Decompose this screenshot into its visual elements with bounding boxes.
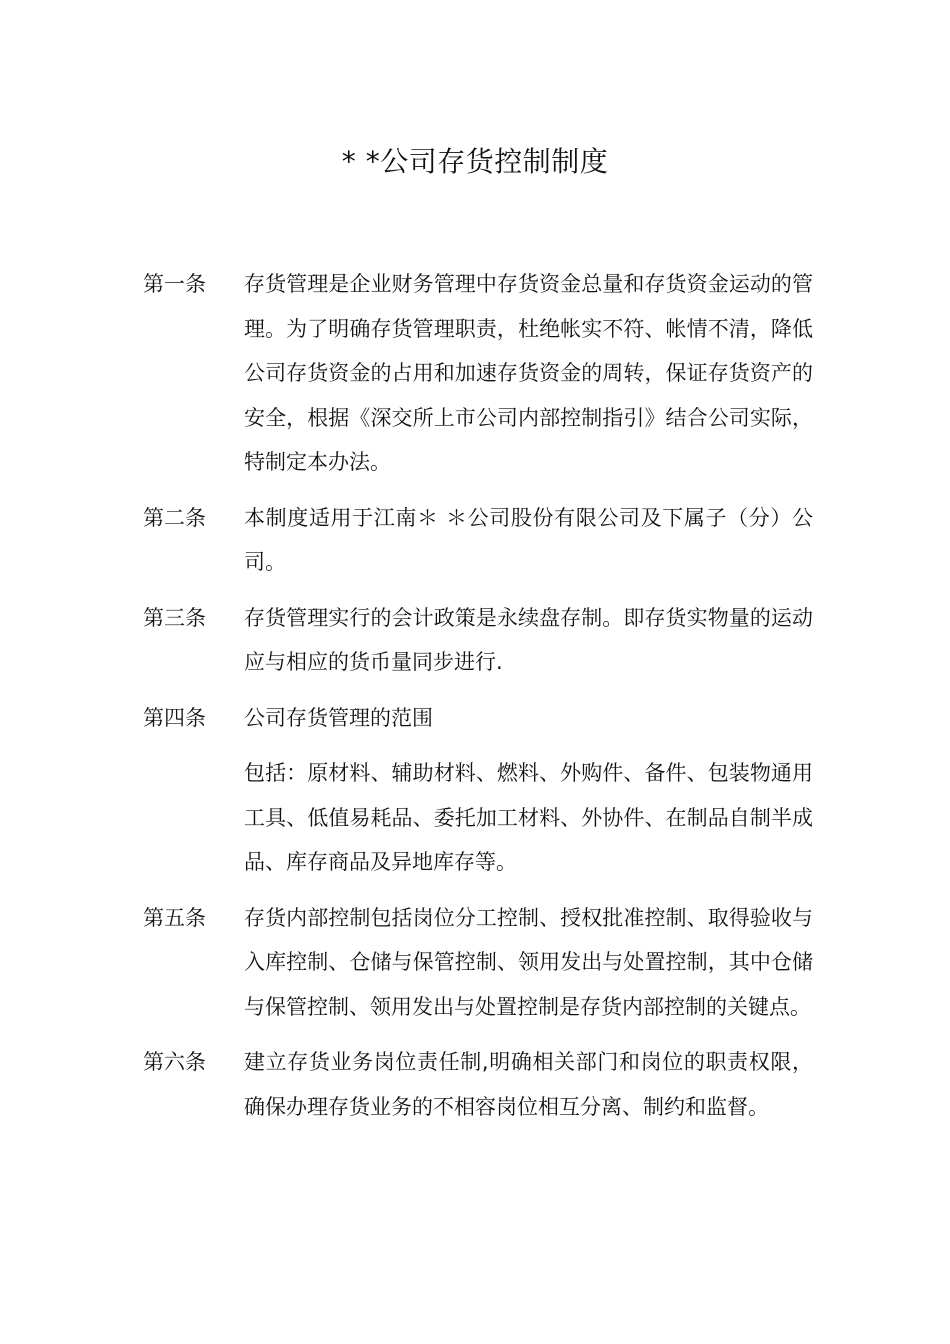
article-list — [143, 262, 813, 1140]
article-2 — [143, 496, 813, 585]
article-paragraph: 存货内部控制包括岗位分工控制、授权批准控制、取得验收与入库控制、仓储与保管控制、领用发出与处置控制，其中仓储与保管控制、领用发出与处置控制是存货内部控制的关键点。 — [244, 905, 813, 1019]
article-body — [244, 262, 813, 485]
article-label: 第六条 — [143, 1050, 206, 1074]
article-1 — [143, 262, 813, 485]
article-paragraph: 本制度适用于江南＊ ＊公司股份有限公司及下属子（分）公司。 — [244, 505, 813, 574]
article-5 — [143, 896, 813, 1030]
article-label: 第四条 — [143, 705, 206, 730]
article-body — [244, 696, 813, 885]
article-label: 第二条 — [143, 505, 206, 530]
article-3 — [143, 596, 813, 685]
article-paragraph: 建立存货业务岗位责任制,明确相关部门和岗位的职责权限，确保办理存货业务的不相容岗位相互分离、制约和监督。 — [244, 1050, 813, 1119]
article-label: 第五条 — [143, 905, 206, 930]
article-paragraph: 公司存货管理的范围 — [244, 705, 433, 730]
article-body — [244, 1040, 813, 1129]
article-body — [244, 496, 813, 585]
article-paragraph: 存货管理是企业财务管理中存货资金总量和存货资金运动的管理。为了明确存货管理职责，杜绝帐实不符、帐情不清，降低公司存货资金的占用和加速存货资金的周转，保证存货资产的安全，根据《深交所上市公司内部控制指引》结合公司实际，特制定本办法。 — [244, 272, 813, 474]
article-paragraph: 包括：原材料、辅助材料、燃料、外购件、备件、包装物通用工具、低值易耗品、委托加工材料、外协件、在制品自制半成品、库存商品及异地库存等。 — [244, 761, 813, 874]
article-body — [244, 896, 813, 1030]
article-4 — [143, 696, 813, 885]
article-label: 第一条 — [143, 272, 206, 296]
document-title: * *公司存货控制制度 — [341, 145, 609, 178]
article-body — [244, 596, 813, 685]
article-6 — [143, 1040, 813, 1129]
article-paragraph: 存货管理实行的会计政策是永续盘存制。即存货实物量的运动应与相应的货币量同步进行. — [244, 605, 813, 674]
article-label: 第三条 — [143, 605, 206, 630]
